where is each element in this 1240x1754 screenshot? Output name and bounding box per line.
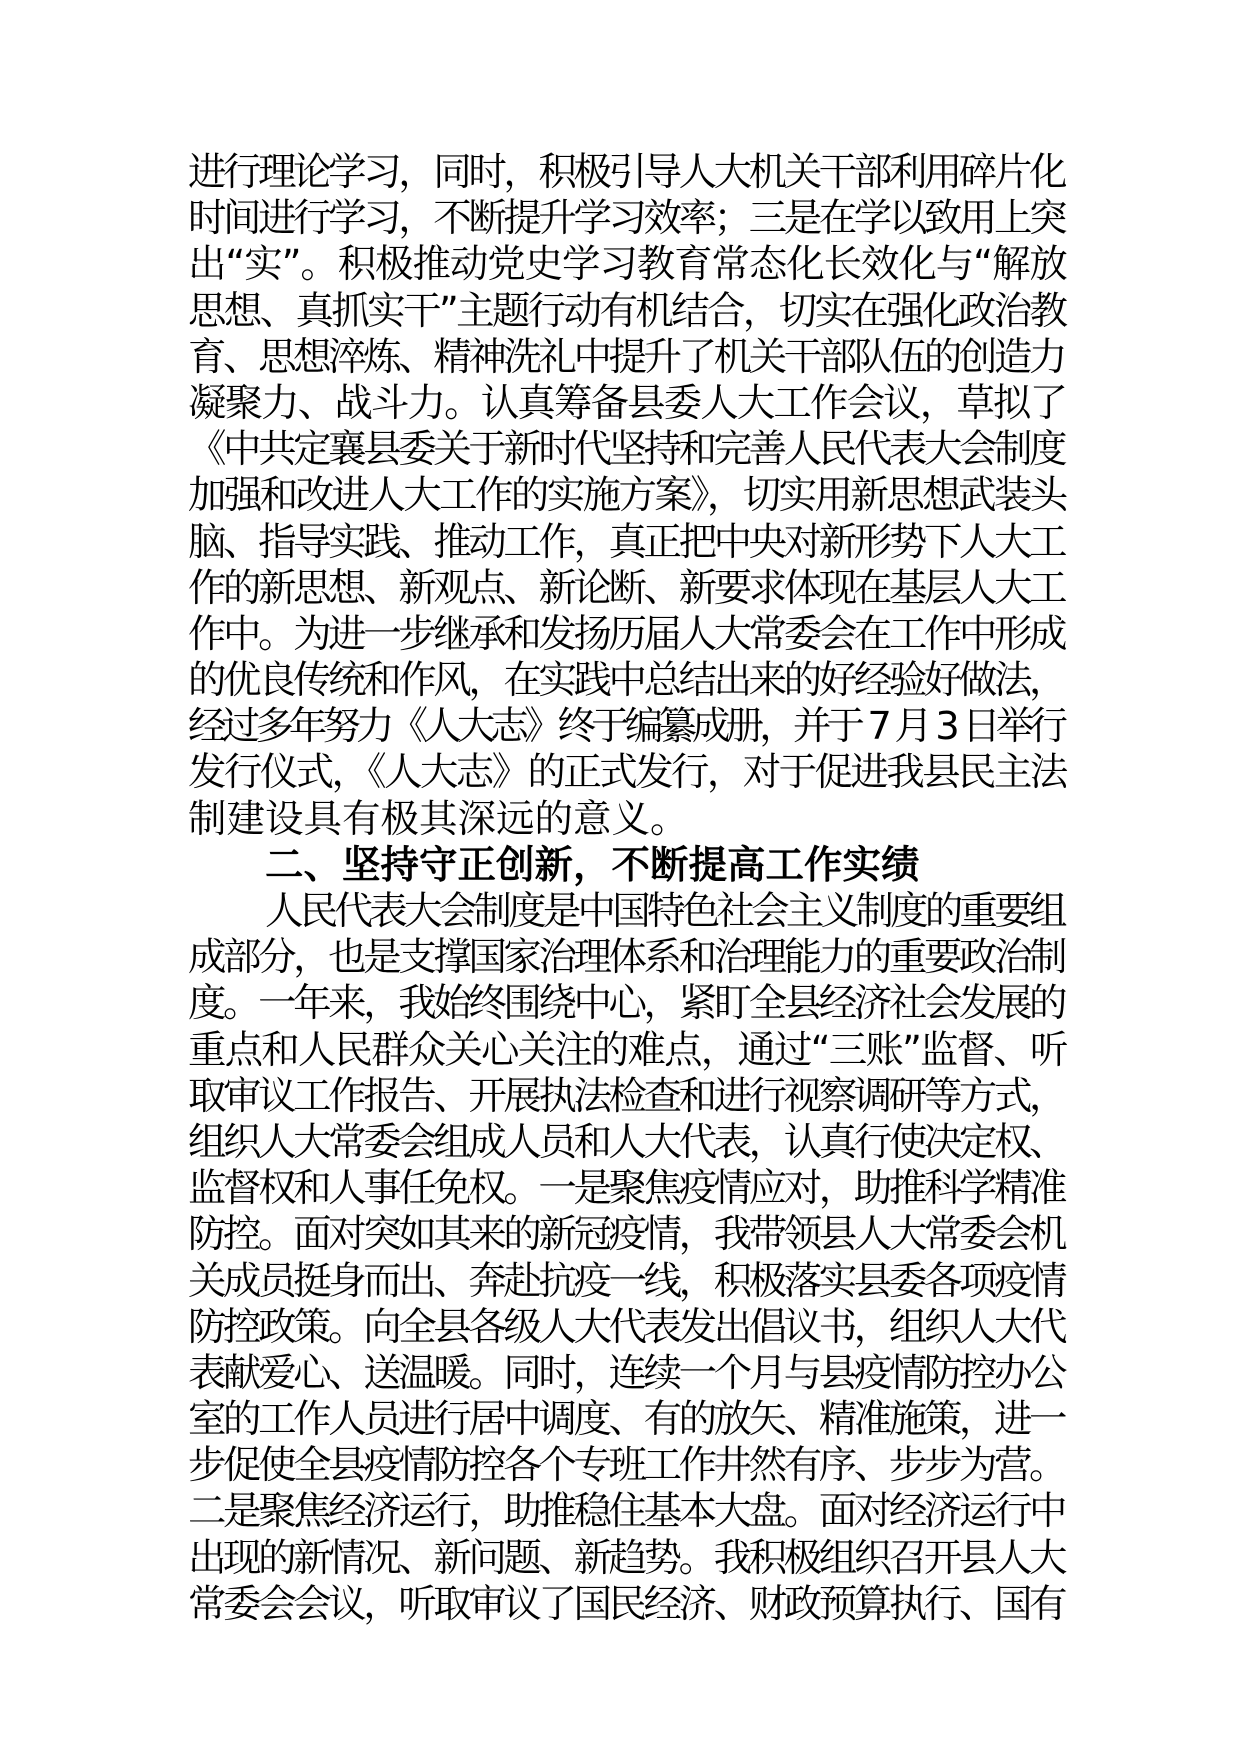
- text-line: 防控政策。向全县各级人大代表发出倡议书，组织人大代: [188, 1304, 1065, 1350]
- body-text: [188, 150, 1068, 1628]
- text-line: 《中共定襄县委关于新时代坚持和完善人民代表大会制度: [188, 427, 1065, 473]
- text-line: 常委会会议，听取审议了国民经济、财政预算执行、国有: [188, 1581, 1065, 1627]
- text-line: 制建设具有极其深远的意义。: [188, 796, 689, 842]
- text-line: 作的新思想、新观点、新论断、新要求体现在基层人大工: [188, 565, 1065, 611]
- text-line: 关成员挺身而出、奔赴抗疫一线，积极落实县委各项疫情: [188, 1258, 1065, 1304]
- text-line: 室的工作人员进行居中调度、有的放矢、精准施策，进一: [188, 1397, 1065, 1443]
- text-line: 脑、指导实践、推动工作，真正把中央对新形势下人大工: [188, 519, 1065, 565]
- section-heading: 二、坚持守正创新，不断提高工作实绩: [265, 842, 920, 888]
- text-line: 取审议工作报告、开展执法检查和进行视察调研等方式，: [188, 1073, 1065, 1119]
- text-line: 度。一年来，我始终围绕中心，紧盯全县经济社会发展的: [188, 981, 1065, 1027]
- text-line: 出现的新情况、新问题、新趋势。我积极组织召开县人大: [188, 1535, 1065, 1581]
- text-line: 作中。为进一步继承和发扬历届人大常委会在工作中形成: [188, 611, 1065, 657]
- text-line: 步促使全县疫情防控各个专班工作井然有序、步步为营。: [188, 1443, 1065, 1489]
- text-line: 时间进行学习，不断提升学习效率；三是在学以致用上突: [188, 196, 1065, 242]
- text-line: 人民代表大会制度是中国特色社会主义制度的重要组: [265, 889, 1064, 934]
- text-line: 二是聚焦经济运行，助推稳住基本大盘。面对经济运行中: [188, 1489, 1065, 1535]
- text-line: 防控。面对突如其来的新冠疫情，我带领县人大常委会机: [188, 1212, 1065, 1258]
- text-line: 的优良传统和作风，在实践中总结出来的好经验好做法，: [188, 658, 1065, 704]
- text-line: 加强和改进人大工作的实施方案》，切实用新思想武装头: [188, 473, 1066, 519]
- text-line: 组织人大常委会组成人员和人大代表，认真行使决定权、: [188, 1119, 1065, 1165]
- text-line: 监督权和人事任免权。一是聚焦疫情应对，助推科学精准: [188, 1166, 1065, 1212]
- text-line: 育、思想淬炼、精神洗礼中提升了机关干部队伍的创造力: [188, 334, 1065, 380]
- text-line: 发行仪式，《人大志》的正式发行，对于促进我县民主法: [188, 750, 1066, 796]
- text-line: 经过多年努力《人大志》终于编纂成册，并于 7 月 3 日举行: [188, 704, 1064, 750]
- text-line: 表献爱心、送温暖。同时，连续一个月与县疫情防控办公: [188, 1350, 1065, 1396]
- text-line: 思想、真抓实干”主题行动有机结合，切实在强化政治教: [188, 288, 1066, 334]
- text-line: 进行理论学习，同时，积极引导人大机关干部利用碎片化: [188, 150, 1065, 195]
- text-line: 出“实”。积极推动党史学习教育常态化长效化与“解放: [188, 242, 1067, 288]
- text-line: 成部分，也是支撑国家治理体系和治理能力的重要政治制: [188, 935, 1065, 981]
- text-line: 重点和人民群众关心关注的难点，通过“三账”监督、听: [188, 1027, 1067, 1073]
- text-line: 凝聚力、战斗力。认真筹备县委人大工作会议，草拟了: [188, 380, 1067, 426]
